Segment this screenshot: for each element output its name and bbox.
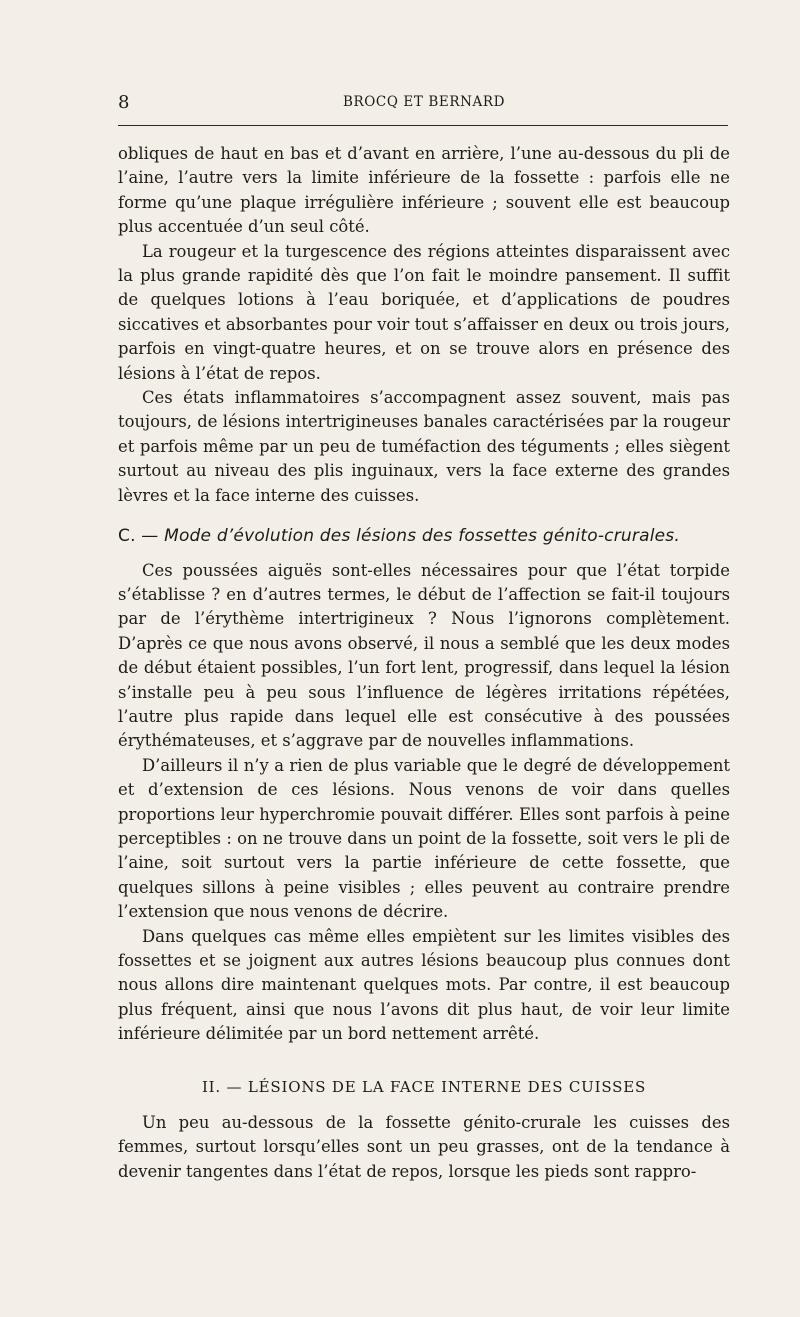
section-heading-ii [118, 1075, 730, 1099]
section-label: C. — [118, 526, 159, 547]
paragraph: Ces états inflammatoires s’accompagnent assez souvent, mais pas toujours, de lésions intertrigineuses banales caractérisées par la rougeur et parfois même par un peu de tuméfaction des téguments ; elles siègent surtout au niveau des plis inguinaux, vers la face externe des grandes lèvres et la face interne des cuisses. [118, 388, 730, 505]
page-header [118, 92, 730, 116]
running-head: BROCQ ET BERNARD [342, 94, 506, 110]
paragraph: Ces poussées aiguës sont-elles nécessaires pour que l’état torpide s’établisse ? en d’autres termes, le début de l’affection se fait-il toujours par de l’érythème intertrigineux ? Nous l’ignorons complètement. D’après ce que nous avons observé, il nous a semblé que les deux modes de début étaient possibles, l’un fort lent, progressif, dans lequel la lésion s’installe peu à peu sous l’influence de légères irritations répétées, l’autre plus rapide dans lequel elle est consécutive à des poussées érythémateuses, et s’aggrave par de nouvelles inflammations. [118, 560, 730, 751]
section-label: II. — [201, 1077, 243, 1096]
page-number: 8 [118, 92, 130, 113]
page-body [118, 142, 730, 1184]
section-title: Mode d’évolution des lésions des fossettes génito-crurales. [164, 526, 680, 547]
paragraph: D’ailleurs il n’y a rien de plus variable que le degré de développement et d’extension de ces lésions. Nous venons de voir dans quelles proportions leur hyperchromie pouvait différer. Elles sont parfois à peine perceptibles : on ne trouve dans un point de la fossette, soit vers le pli de l’aine, soit surtout vers la partie inférieure de cette fossette, que quelques sillons à peine visibles ; elles peuvent au contraire prendre l’extension que nous venons de décrire. [118, 755, 730, 922]
section-title: LÉSIONS DE LA FACE INTERNE DES CUISSES [247, 1077, 647, 1096]
paragraph: Un peu au-dessous de la fossette génito-crurale les cuisses des femmes, surtout lorsqu’elles sont un peu grasses, ont de la tendance à devenir tangentes dans l’état de repos, lorsque les pieds sont rappro- [118, 1113, 730, 1181]
header-rule [118, 125, 728, 126]
paragraph: Dans quelques cas même elles empiètent sur les limites visibles des fossettes et se joignent aux autres lésions beaucoup plus connues dont nous allons dire maintenant quelques mots. Par contre, il est beaucoup plus fréquent, ainsi que nous l’avons dit plus haut, de voir leur limite inférieure délimitée par un bord nettement arrêté. [118, 926, 730, 1044]
section-heading-c [118, 524, 730, 548]
paragraph: La rougeur et la turgescence des régions atteintes disparaissent avec la plus grande rapidité dès que l’on fait le moindre pansement. Il suffit de quelques lotions à l’eau boriquée, et d’applications de poudres siccatives et absorbantes pour voir tout s’affaisser en deux ou trois jours, parfois en vingt-quatre heures, et on se trouve alors en présence des lésions à l’état de repos. [118, 241, 730, 383]
paragraph: obliques de haut en bas et d’avant en arrière, l’une au-dessous du pli de l’aine, l’autre vers la limite inférieure de la fossette : parfois elle ne forme qu’une plaque irrégulière inférieure ; souvent elle est beaucoup plus accentuée d’un seul côté. [118, 144, 730, 237]
